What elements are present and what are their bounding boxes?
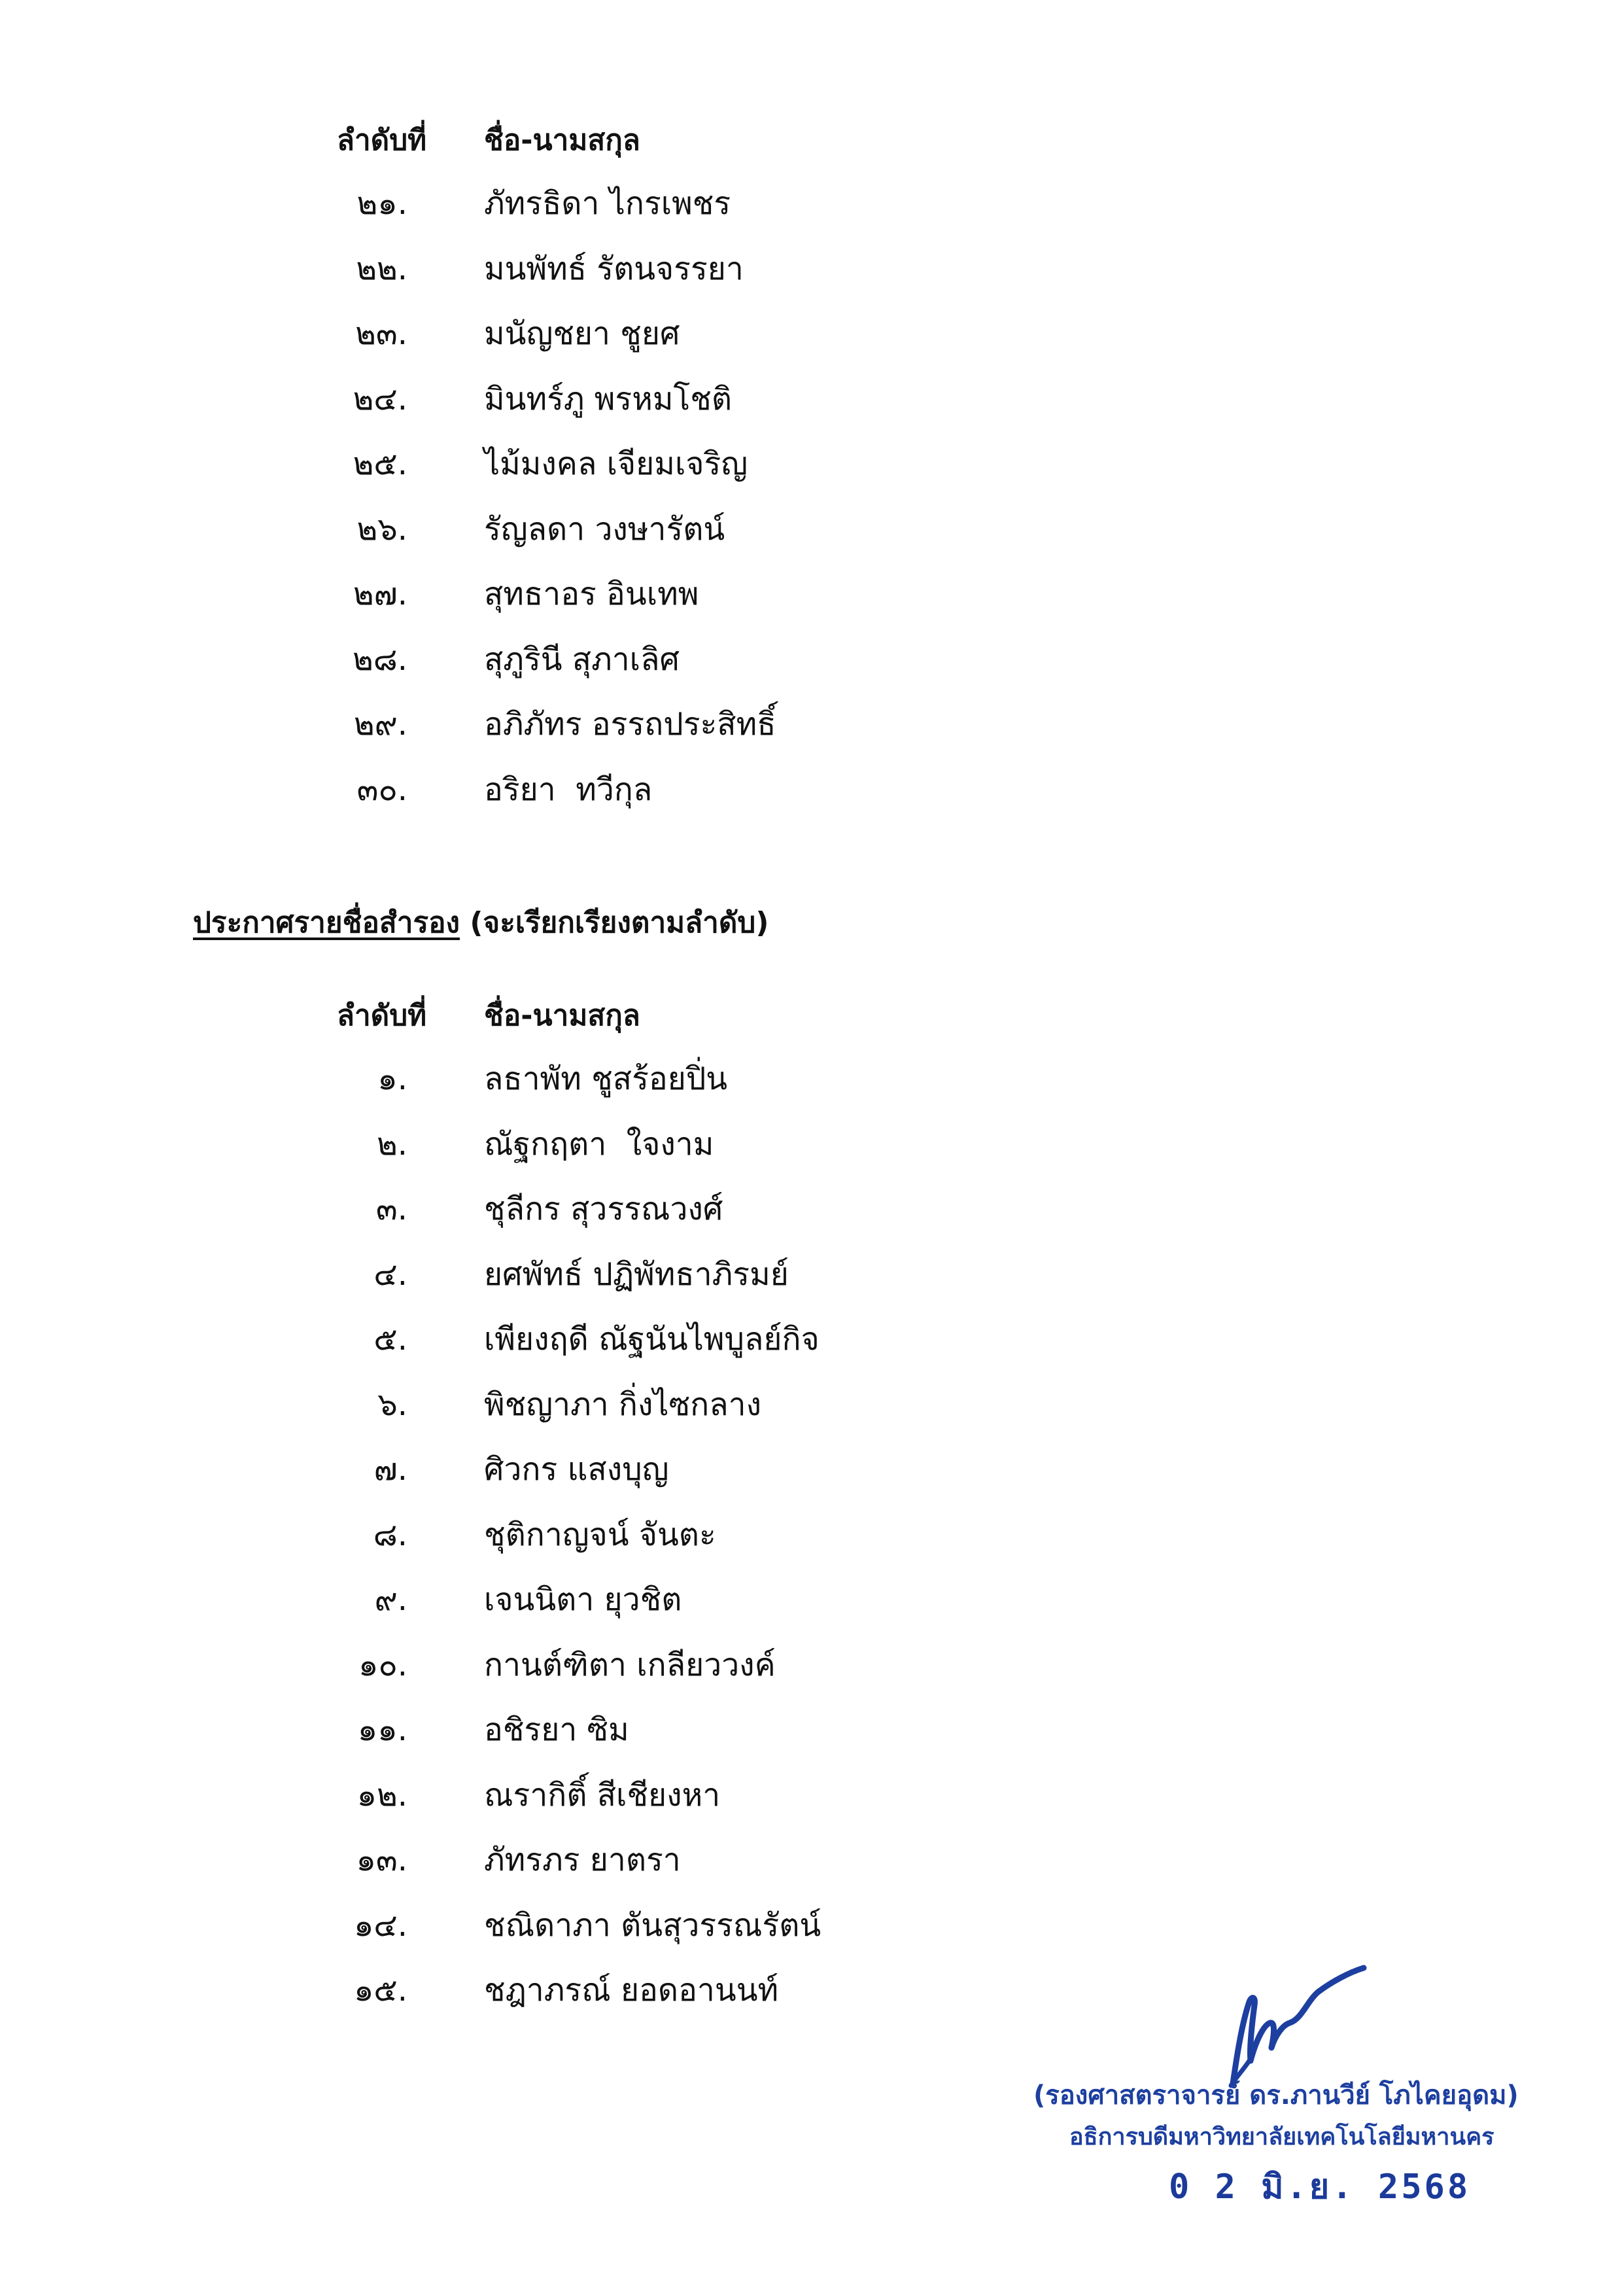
list-item [0, 1822, 1624, 1887]
reserve-heading-title: ประกาศรายชื่อสำรอง [193, 906, 460, 939]
list-item [0, 361, 1624, 427]
item-number: ๘. [373, 1516, 407, 1553]
item-number: ๒๕. [353, 446, 407, 482]
main-list-header [0, 108, 1624, 166]
list-item [0, 1627, 1624, 1692]
item-name: ไม้มงคล เจียมเจริญ [484, 446, 748, 482]
item-name: ภัทรธิดา ไกรเพชร [484, 185, 731, 222]
list-item [0, 622, 1624, 687]
item-name: พิชญาภา กิ่งไซกลาง [484, 1386, 762, 1423]
reserve-name-list [0, 983, 1624, 2018]
list-item [0, 1562, 1624, 1627]
list-item [0, 491, 1624, 557]
list-item [0, 1106, 1624, 1172]
item-number: ๒๔. [353, 380, 407, 417]
list-item [0, 296, 1624, 361]
column-header-number: ลำดับที่ [337, 124, 427, 157]
item-name: ชุติกาญจน์ จันตะ [484, 1516, 716, 1553]
item-name: ณัฐกฤตา ใจงาม [484, 1125, 714, 1163]
item-name: มนพัทธ์ รัตนจรรยา [484, 250, 744, 287]
item-name: อริยา ทวีกุล [484, 771, 653, 808]
item-number: ๖. [377, 1386, 407, 1423]
item-number: ๔. [373, 1255, 407, 1293]
item-number: ๑๐. [358, 1646, 407, 1683]
item-number: ๒๖. [356, 510, 407, 548]
column-header-number: ลำดับที่ [337, 999, 427, 1032]
list-item [0, 1497, 1624, 1562]
item-name: ชฎาภรณ์ ยอดอานนท์ [484, 1972, 779, 2008]
reserve-heading-note: (จะเรียกเรียงตามลำดับ) [460, 906, 769, 939]
item-number: ๑๕. [353, 1972, 407, 2008]
reserve-list-header [0, 983, 1624, 1041]
list-item [0, 1887, 1624, 1953]
list-item [0, 1236, 1624, 1302]
list-item [0, 166, 1624, 231]
item-number: ๒๒. [356, 250, 407, 287]
main-name-list [0, 108, 1624, 816]
signature-block [968, 1963, 1530, 2224]
list-item [0, 752, 1624, 817]
item-number: ๓. [375, 1191, 407, 1227]
item-number: ๒๑. [356, 185, 407, 222]
list-item [0, 231, 1624, 296]
item-name: ชุลีกร สุวรรณวงศ์ [484, 1191, 723, 1227]
item-name: มินทร์ภู พรหมโชติ [484, 380, 733, 417]
item-name: รัญลดา วงษารัตน์ [484, 510, 725, 548]
item-number: ๗. [373, 1451, 407, 1488]
item-name: สุทธาอร อินเทพ [484, 576, 699, 612]
item-number: ๕. [373, 1321, 407, 1358]
item-number: ๓๐. [356, 771, 407, 808]
item-number: ๑๔. [353, 1906, 407, 1944]
list-item [0, 686, 1624, 752]
list-item [0, 1757, 1624, 1823]
item-number: ๒๓. [355, 315, 407, 352]
list-item [0, 1367, 1624, 1432]
date-stamp: 0 2 มิ.ย. 2568 [1169, 2167, 1471, 2207]
item-name: เพียงฤดี ณัฐนันไพบูลย์กิจ [484, 1321, 820, 1358]
item-number: ๑. [377, 1060, 407, 1097]
reserve-section-heading [193, 900, 769, 945]
item-name: ภัทรภร ยาตรา [484, 1842, 681, 1878]
list-item [0, 1041, 1624, 1106]
item-number: ๒๘. [353, 640, 407, 678]
item-number: ๑๑. [357, 1711, 407, 1748]
item-name: ศิวกร แสงบุญ [484, 1451, 669, 1488]
item-name: เจนนิตา ยุวชิต [484, 1581, 682, 1618]
item-number: ๒. [377, 1125, 407, 1163]
item-name: ยศพัทธ์ ปฏิพัทธาภิรมย์ [484, 1255, 789, 1293]
item-name: ณรากิติ์ สีเชียงหา [484, 1776, 721, 1813]
list-item [0, 1171, 1624, 1236]
item-number: ๙. [374, 1581, 407, 1618]
signer-name: (รองศาสตราจารย์ ดร.ภานวีย์ โภไคยอุดม) [1033, 2080, 1519, 2111]
list-item [0, 556, 1624, 622]
column-header-name: ชื่อ-นามสกุล [484, 999, 640, 1032]
item-name: ชณิดาภา ตันสุวรรณรัตน์ [484, 1906, 821, 1944]
list-item [0, 1692, 1624, 1757]
item-name: กานต์ฑิตา เกลียววงค์ [484, 1646, 776, 1683]
list-item [0, 1301, 1624, 1367]
signer-title: อธิการบดีมหาวิทยาลัยเทคโนโลยีมหานคร [1069, 2124, 1494, 2150]
item-number: ๒๗. [353, 576, 407, 612]
item-name: อภิภัทร อรรถประสิทธิ์ [484, 706, 776, 743]
list-item [0, 426, 1624, 491]
item-number: ๑๓. [356, 1842, 407, 1878]
column-header-name: ชื่อ-นามสกุล [484, 124, 640, 157]
item-name: มนัญชยา ชูยศ [484, 315, 680, 352]
list-item [0, 1431, 1624, 1497]
item-number: ๒๙. [353, 706, 407, 743]
item-name: สุภูรินี สุภาเลิศ [484, 640, 680, 678]
item-number: ๑๒. [356, 1776, 407, 1813]
item-name: ลธาพัท ชูสร้อยปิ่น [484, 1060, 728, 1097]
item-name: อชิรยา ซิม [484, 1711, 629, 1748]
